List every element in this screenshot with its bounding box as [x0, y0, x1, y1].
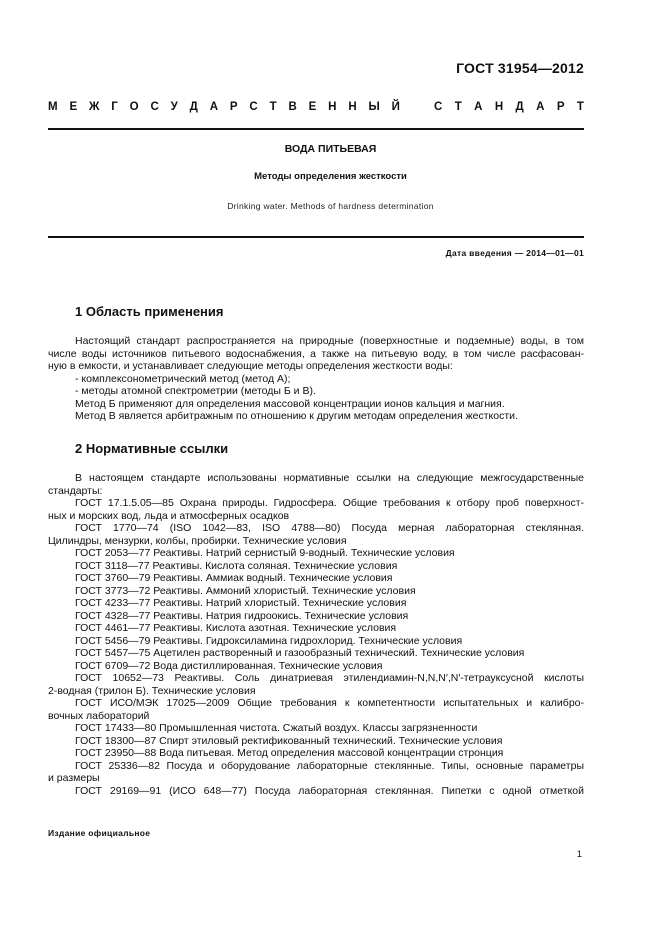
text-line: ГОСТ 4461—77 Реактивы. Кислота азотная. Технические условия [75, 622, 397, 634]
banner-word-interstate [48, 101, 400, 113]
banner-letter: Н [348, 101, 357, 113]
banner-letter: Д [515, 101, 524, 113]
banner-letter: Т [454, 101, 462, 113]
edition-label: Издание официальное [48, 828, 151, 838]
document-title-english: Drinking water. Methods of hardness determination [227, 201, 434, 211]
text-line: ГОСТ 3773—72 Реактивы. Аммоний хлористый. Технические условия [75, 584, 416, 597]
text-line: ГОСТ 23950—88 Вода питьевая. Метод определения массовой концентрации стронция [75, 747, 504, 759]
text-line: и размеры [48, 772, 100, 784]
section-2-body [48, 472, 584, 797]
document-subtitle: Методы определения жесткости [254, 171, 407, 182]
text-line: Настоящий стандарт распространяется на природные (поверхностные и подземные) воды, в том [75, 335, 584, 347]
text-line: ГОСТ 2053—77 Реактивы. Натрий сернистый 9-водный. Технические условия [75, 547, 455, 559]
banner-letter: Ж [88, 101, 100, 113]
banner-letter: Е [69, 101, 78, 113]
text-line: ГОСТ 17433—80 Промышленная чистота. Сжатый воздух. Классы загрязненности [75, 722, 478, 734]
banner-letter: Н [494, 101, 504, 113]
section-2-heading: 2 Нормативные ссылки [75, 441, 229, 456]
text-line: ГОСТ 4233—77 Реактивы. Натрий хлористый. Технические условия [75, 597, 407, 609]
text-line: - комплексонометрический метод (метод А); [75, 372, 291, 385]
banner-letter: Т [576, 101, 584, 113]
banner-letter: Й [391, 101, 400, 113]
banner-letter: М [48, 101, 58, 113]
document-title: ВОДА ПИТЬЕВАЯ [284, 143, 377, 155]
text-line: Цилиндры, мензурки, колбы, пробирки. Технические условия [48, 534, 347, 547]
banner-word-text [48, 101, 400, 113]
text-line: вочных лабораторий [48, 709, 150, 722]
banner-letter: А [536, 101, 545, 113]
banner-letter: А [209, 101, 219, 113]
text-line: ГОСТ 17.1.5.05—85 Охрана природы. Гидросфера. Общие требования к отбору проб поверхност- [75, 497, 584, 509]
banner-word-text [434, 101, 584, 113]
banner-letter: С [150, 101, 159, 113]
page-number: 1 [576, 849, 582, 860]
text-line: Метод В является арбитражным по отношению к другим методам определения жесткости. [75, 410, 518, 422]
text-line: Метод Б применяют для определения массовой концентрации ионов кальция и магния. [75, 397, 505, 410]
banner-letter: Г [111, 101, 118, 113]
text-line: 2-водная (трилон Б). Технические условия [48, 684, 256, 697]
banner-letter: А [474, 101, 483, 113]
text-line: ГОСТ 4328—77 Реактивы. Натрия гидроокись. Технические условия [75, 609, 409, 622]
banner-letter: Т [269, 101, 277, 113]
text-line: ГОСТ 5457—75 Ацетилен растворенный и газообразный технический. Технические условия [75, 647, 525, 659]
banner-letter: Ы [368, 101, 380, 113]
banner-letter: У [170, 101, 178, 113]
text-line: ГОСТ 1770—74 (ISO 1042—83, ISO 4788—80) Посуда мерная лабораторная стеклянная. [75, 522, 584, 534]
text-line: числе воды источников питьевого водоснабжения, а также на питьевую воду, в том числе расфасован- [48, 347, 584, 360]
banner-letter: Н [328, 101, 337, 113]
introduction-date: Дата введения — 2014—01—01 [445, 248, 584, 258]
top-divider [48, 128, 584, 130]
banner-letter: В [288, 101, 297, 113]
banner-letter: О [129, 101, 139, 113]
text-line: ных и морских вод, льда и атмосферных осадков [48, 509, 290, 522]
banner-letter: С [249, 101, 258, 113]
text-line: ГОСТ ИСО/МЭК 17025—2009 Общие требования к компетентности испытательных и калибро- [75, 697, 584, 709]
text-line: ГОСТ 6709—72 Вода дистиллированная. Технические условия [75, 659, 383, 672]
text-line: ГОСТ 3118—77 Реактивы. Кислота соляная. Технические условия [75, 559, 398, 572]
text-line: ГОСТ 29169—91 (ИСО 648—77) Посуда лабораторная стеклянная. Пипетки с одной отметкой [75, 784, 584, 797]
text-line: ГОСТ 3760—79 Реактивы. Аммиак водный. Технические условия [75, 572, 393, 584]
banner-letter: С [434, 101, 443, 113]
standard-number: ГОСТ 31954—2012 [456, 60, 584, 76]
text-line: ГОСТ 25336—82 Посуда и оборудование лабораторные стеклянные. Типы, основные параметры [75, 759, 584, 772]
title-divider [48, 236, 584, 238]
banner-letter: Р [556, 101, 565, 113]
banner-letter: Д [189, 101, 198, 113]
section-1-heading: 1 Область применения [75, 304, 224, 319]
text-line: стандарты: [48, 484, 103, 497]
banner-letter: Р [229, 101, 238, 113]
text-line: ную в емкости, и устанавливает следующие методы определения жесткости воды: [48, 360, 453, 372]
interstate-standard-banner [48, 101, 584, 113]
banner-word-standard [434, 101, 584, 113]
text-line: ГОСТ 18300—87 Спирт этиловый ректификованный технический. Технические условия [75, 734, 503, 747]
section-1-body [48, 335, 584, 423]
text-line: В настоящем стандарте использованы нормативные ссылки на следующие межгосударственные [75, 472, 584, 484]
banner-letter: Е [308, 101, 317, 113]
text-line: ГОСТ 10652—73 Реактивы. Соль динатриевая этилендиамин-N,N,N′,N′-тетрауксусной кислоты [75, 672, 584, 684]
text-line: ГОСТ 5456—79 Реактивы. Гидроксиламина гидрохлорид. Технические условия [75, 634, 463, 647]
text-line: - методы атомной спектрометрии (методы Б и В). [75, 385, 316, 397]
